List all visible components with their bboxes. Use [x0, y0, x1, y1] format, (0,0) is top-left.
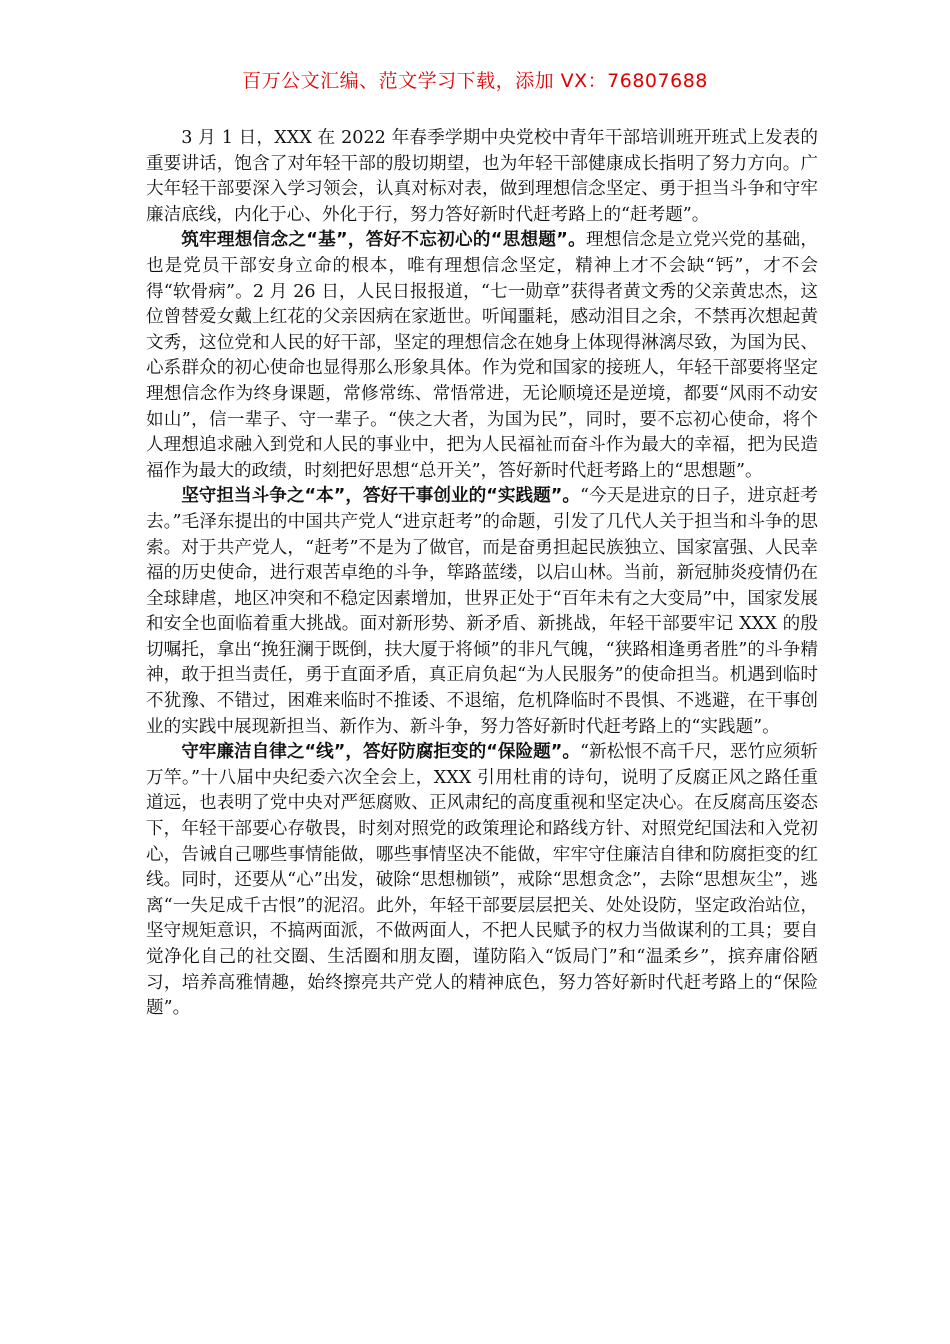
section-heading-1: 筑牢理想信念之“基”，答好不忘初心的“思想题”。 — [181, 230, 586, 251]
section-text-2: “今天是进京的日子，进京赶考去。”毛泽东提出的中国共产党人“进京赶考”的命题，引发了几代人关于担当和斗争的思索。对于共产党人，“赶考”不是为了做官，而是奋勇担起民族独立、国家富强、人民幸福的历史使命，进行艰苦卓绝的斗争，筚路蓝缕，以启山林。当前，新冠肺炎疫情仍在全球肆虐，地区冲突和不稳定因素增加，世界正处于“百年未有之大变局”中，国家发展和安全也面临着重大挑战。面对新形势、新矛盾、新挑战，年轻干部要牢记 XXX 的殷切嘱托，拿出“挽狂澜于既倒，扶大厦于将倾”的非凡气魄，“狭路相逢勇者胜”的斗争精神，敢于担当责任，勇于直面矛盾，真正肩负起“为人民服务”的使命担当。机遇到临时不犹豫、不错过，困难来临时不推诿、不退缩，危机降临时不畏惧、不逃避，在干事创业的实践中展现新担当、新作为、新斗争，努力答好新时代赶考路上的“实践题”。 — [146, 486, 818, 737]
document-body — [146, 126, 818, 1022]
section-paragraph-3 — [146, 740, 818, 1022]
section-paragraph-1 — [146, 228, 818, 484]
section-text-3: “新松恨不高千尺，恶竹应须斩万竿。”十八届中央纪委六次全会上，XXX 引用杜甫的诗句，说明了反腐正风之路任重道远，也表明了党中央对严惩腐败、正风肃纪的高度重视和坚定决心。在反腐高压姿态下，年轻干部要心存敬畏，时刻对照党的政策理论和路线方针、对照党纪国法和入党初心，告诫自己哪些事情能做，哪些事情坚决不能做，牢牢守住廉洁自律和防腐拒变的红线。同时，还要从“心”出发，破除“思想枷锁”，戒除“思想贪念”，去除“思想灰尘”，逃离“一失足成千古恨”的泥沼。此外，年轻干部要层层把关、处处设防，坚定政治站位，坚守规矩意识，不搞两面派，不做两面人，不把人民赋予的权力当做谋利的工具；要自觉净化自己的社交圈、生活圈和朋友圈，谨防陷入“饭局门”和“温柔乡”，摈弃庸俗陋习，培养高雅情趣，始终擦亮共产党人的精神底色，努力答好新时代赶考路上的“保险题”。 — [146, 742, 818, 1019]
header-banner: 百万公文汇编、范文学习下载，添加 VX：76807688 — [242, 70, 708, 92]
intro-paragraph: 3 月 1 日，XXX 在 2022 年春季学期中央党校中青年干部培训班开班式上发表的重要讲话，饱含了对年轻干部的殷切期望，也为年轻干部健康成长指明了努力方向。广大年轻干部要深入学习领会，认真对标对表，做到理想信念坚定、勇于担当斗争和守牢廉洁底线，内化于心、外化于行，努力答好新时代赶考路上的“赶考题”。 — [146, 128, 818, 225]
section-heading-2: 坚守担当斗争之“本”，答好干事创业的“实践题”。 — [181, 486, 580, 507]
section-heading-3: 守牢廉洁自律之“线”，答好防腐拒变的“保险题”。 — [181, 742, 580, 763]
section-paragraph-2 — [146, 484, 818, 740]
section-text-1: 理想信念是立党兴党的基础，也是党员干部安身立命的根本，唯有理想信念坚定，精神上才不会缺“钙”，才不会得“软骨病”。2 月 26 日，人民日报报道，“七一勋章”获得者黄文秀的父亲黄忠杰，这位曾替爱女戴上红花的父亲因病在家逝世。听闻噩耗，感动泪目之余，不禁再次想起黄文秀，这位党和人民的好干部，坚定的理想信念在她身上体现得淋漓尽致，为国为民、心系群众的初心使命也显得那么形象具体。作为党和国家的接班人，年轻干部要将坚定理想信念作为终身课题，常修常练、常悟常进，无论顺境还是逆境，都要“风雨不动安如山”，信一辈子、守一辈子。“侠之大者，为国为民”，同时，要不忘初心使命，将个人理想追求融入到党和人民的事业中，把为人民福祉而奋斗作为最大的幸福，把为民造福作为最大的政绩，时刻把好思想“总开关”，答好新时代赶考路上的“思想题”。 — [146, 230, 818, 481]
